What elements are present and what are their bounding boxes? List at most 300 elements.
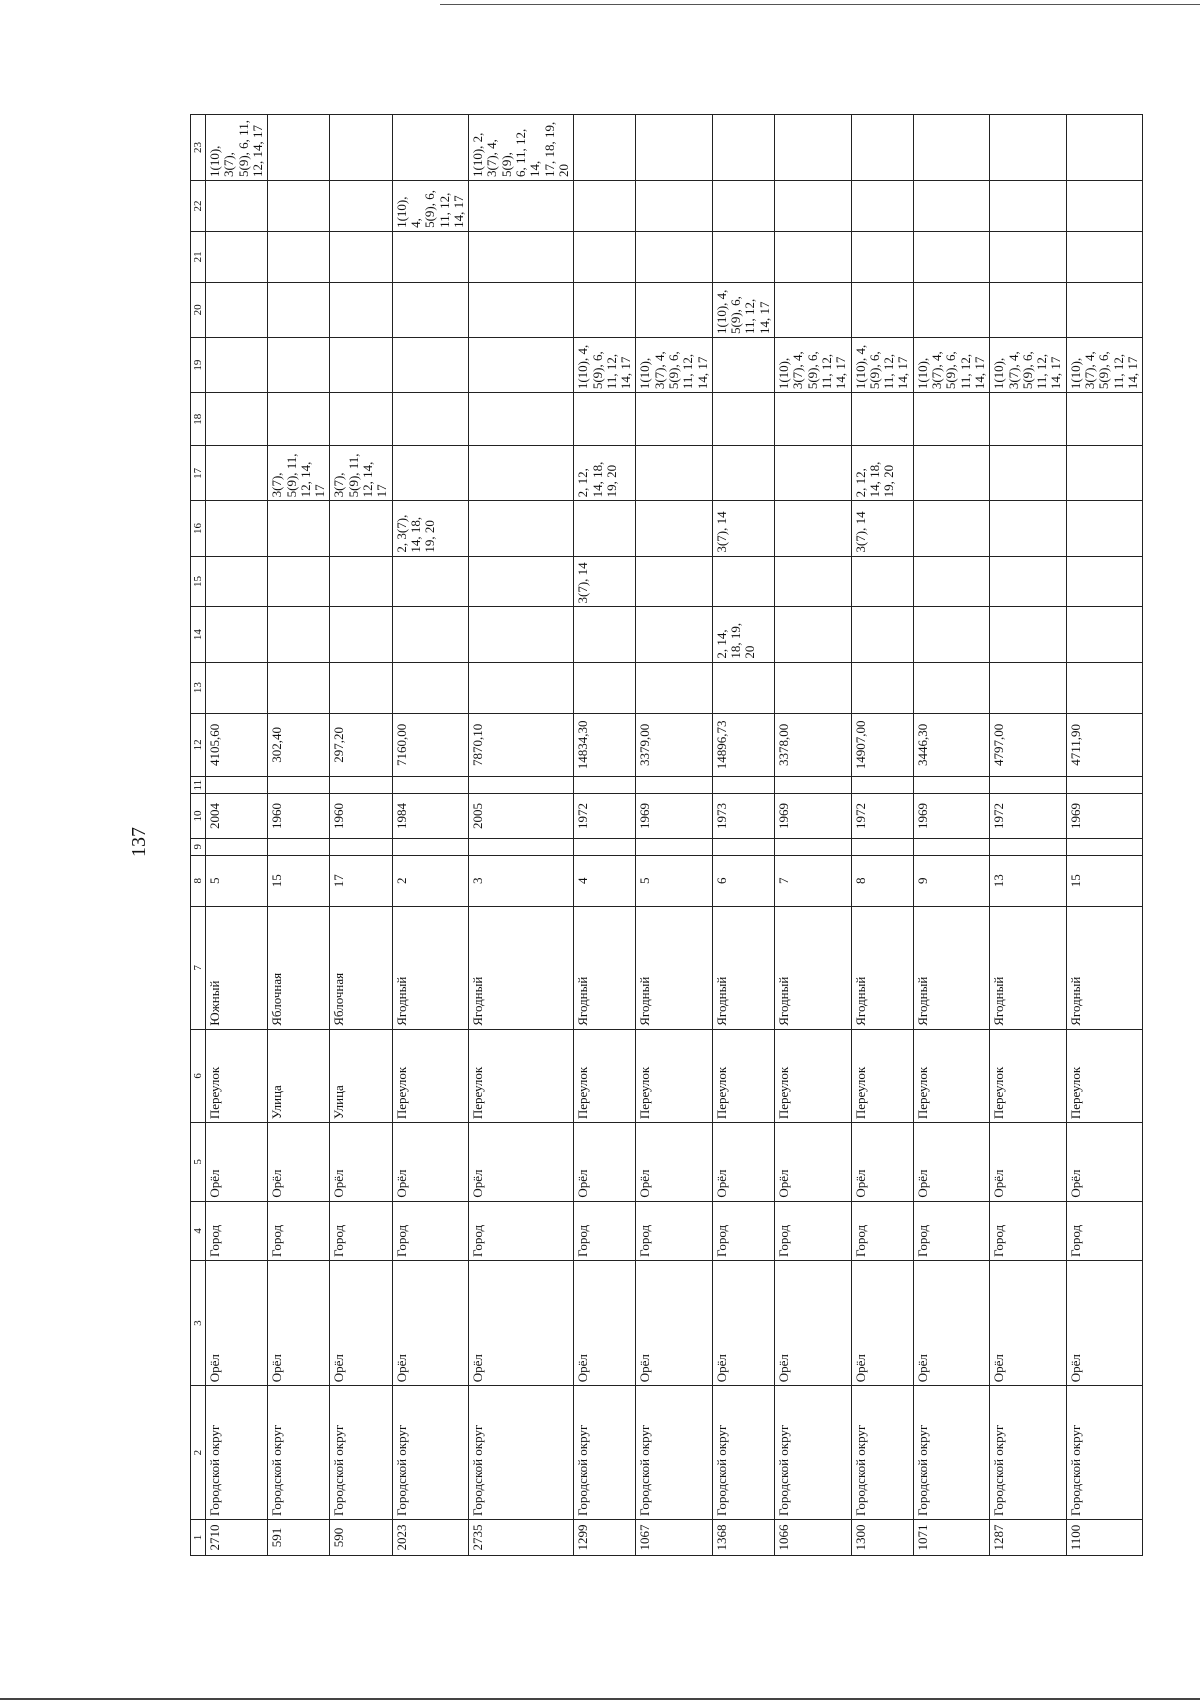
cell-settlement-type: Город [712,1201,774,1260]
cell-c14: 2, 14, 18, 19, 20 [712,607,774,662]
cell-id: 1300 [851,1519,913,1555]
table-body [206,115,1143,1556]
cell-area: 3446,30 [913,713,989,777]
table-row [712,115,774,1556]
cell-c23 [990,115,1066,181]
cell-settlement: Орёл [574,1123,636,1202]
cell-area: 3378,00 [775,713,851,777]
cell-district: Городской округ [636,1386,712,1520]
cell-c21 [913,231,989,282]
cell-c20: 1(10), 4, 5(9), 6, 11, 12, 14, 17 [712,282,774,337]
column-number-row [191,115,206,1556]
cell-c9 [712,838,774,855]
cell-c11 [775,777,851,794]
cell-street: Ягодный [1066,906,1142,1029]
cell-c21 [206,231,268,282]
cell-street: Ягодный [392,906,468,1029]
cell-house: 15 [1066,855,1142,906]
cell-c9 [913,838,989,855]
cell-settlement: Орёл [851,1123,913,1202]
cell-c9 [392,838,468,855]
column-number-15: 15 [191,556,206,607]
cell-municipality: Орёл [574,1261,636,1386]
cell-area: 3379,00 [636,713,712,777]
cell-c20 [1066,282,1142,337]
cell-area: 14834,30 [574,713,636,777]
cell-c9 [268,838,330,855]
cell-c19: 1(10), 3(7), 4, 5(9), 6, 11, 12, 14, 17 [990,338,1066,393]
cell-c18 [392,393,468,446]
cell-c21 [268,231,330,282]
cell-c15 [469,556,574,607]
table-row [990,115,1066,1556]
cell-settlement: Орёл [268,1123,330,1202]
cell-c18 [990,393,1066,446]
cell-c19 [268,338,330,393]
column-number-23: 23 [191,115,206,181]
cell-year: 1972 [574,794,636,839]
cell-c14 [913,607,989,662]
cell-c23 [636,115,712,181]
cell-c16 [268,501,330,556]
cell-district: Городской округ [1066,1386,1142,1520]
cell-id: 1287 [990,1519,1066,1555]
cell-street-type: Переулок [990,1029,1066,1122]
cell-year: 2005 [469,794,574,839]
cell-municipality: Орёл [990,1261,1066,1386]
table-row [206,115,268,1556]
column-number-2: 2 [191,1386,206,1520]
cell-c18 [775,393,851,446]
cell-street-type: Переулок [1066,1029,1142,1122]
column-number-5: 5 [191,1123,206,1202]
rotated-table-wrapper [190,114,1140,1556]
cell-house: 6 [712,855,774,906]
cell-settlement: Орёл [1066,1123,1142,1202]
cell-c21 [636,231,712,282]
cell-year: 1984 [392,794,468,839]
cell-c11 [990,777,1066,794]
cell-house: 3 [469,855,574,906]
cell-c21 [469,231,574,282]
cell-c13 [268,662,330,713]
cell-municipality: Орёл [330,1261,392,1386]
cell-year: 1969 [775,794,851,839]
cell-c16 [913,501,989,556]
cell-c15 [913,556,989,607]
cell-district: Городской округ [392,1386,468,1520]
cell-c16 [636,501,712,556]
column-number-19: 19 [191,338,206,393]
cell-settlement: Орёл [913,1123,989,1202]
cell-settlement-type: Город [990,1201,1066,1260]
cell-district: Городской округ [913,1386,989,1520]
cell-c19 [206,338,268,393]
cell-c20 [330,282,392,337]
cell-c14 [851,607,913,662]
column-number-9: 9 [191,838,206,855]
cell-c19 [712,338,774,393]
cell-c21 [1066,231,1142,282]
table-row [469,115,574,1556]
cell-c23 [712,115,774,181]
cell-c20 [636,282,712,337]
cell-c21 [574,231,636,282]
cell-settlement-type: Город [775,1201,851,1260]
cell-street-type: Переулок [636,1029,712,1122]
cell-street: Ягодный [775,906,851,1029]
cell-c22 [574,180,636,231]
cell-house: 2 [392,855,468,906]
table-row [330,115,392,1556]
cell-c17 [913,446,989,501]
cell-c18 [913,393,989,446]
cell-id: 1066 [775,1519,851,1555]
cell-c13 [574,662,636,713]
column-number-17: 17 [191,446,206,501]
cell-street: Южный [206,906,268,1029]
cell-c16: 2, 3(7), 14, 18, 19, 20 [392,501,468,556]
cell-c23 [1066,115,1142,181]
cell-house: 15 [268,855,330,906]
cell-c22 [636,180,712,231]
cell-settlement-type: Город [574,1201,636,1260]
cell-c21 [990,231,1066,282]
cell-c9 [775,838,851,855]
cell-c22 [775,180,851,231]
cell-c21 [392,231,468,282]
cell-c11 [392,777,468,794]
cell-settlement: Орёл [990,1123,1066,1202]
cell-c13 [1066,662,1142,713]
cell-c11 [469,777,574,794]
cell-c15 [268,556,330,607]
page-number: 137 [128,827,150,857]
cell-settlement: Орёл [392,1123,468,1202]
column-number-11: 11 [191,777,206,794]
cell-street-type: Переулок [206,1029,268,1122]
cell-house: 9 [913,855,989,906]
cell-district: Городской округ [206,1386,268,1520]
cell-area: 7160,00 [392,713,468,777]
cell-municipality: Орёл [712,1261,774,1386]
cell-c18 [712,393,774,446]
cell-year: 1972 [990,794,1066,839]
cell-year: 1960 [268,794,330,839]
table-row [1066,115,1142,1556]
cell-c14 [330,607,392,662]
cell-c23 [392,115,468,181]
cell-settlement-type: Город [913,1201,989,1260]
cell-municipality: Орёл [851,1261,913,1386]
cell-c9 [636,838,712,855]
cell-c19 [469,338,574,393]
cell-municipality: Орёл [206,1261,268,1386]
cell-street-type: Переулок [392,1029,468,1122]
cell-c17 [206,446,268,501]
cell-c9 [469,838,574,855]
cell-c20 [469,282,574,337]
cell-house: 13 [990,855,1066,906]
cell-c15 [712,556,774,607]
cell-house: 5 [636,855,712,906]
cell-district: Городской округ [574,1386,636,1520]
cell-c9 [990,838,1066,855]
column-number-21: 21 [191,231,206,282]
cell-c11 [206,777,268,794]
cell-c15 [775,556,851,607]
cell-c17 [775,446,851,501]
cell-area: 4105,60 [206,713,268,777]
cell-settlement-type: Город [392,1201,468,1260]
cell-c11 [712,777,774,794]
cell-street-type: Переулок [775,1029,851,1122]
cell-house: 8 [851,855,913,906]
housing-table [190,114,1143,1556]
cell-municipality: Орёл [913,1261,989,1386]
table-row [913,115,989,1556]
cell-street: Ягодный [990,906,1066,1029]
cell-settlement-type: Город [206,1201,268,1260]
cell-street: Ягодный [851,906,913,1029]
cell-area: 4797,00 [990,713,1066,777]
cell-c20 [392,282,468,337]
cell-c22 [712,180,774,231]
cell-c23 [851,115,913,181]
cell-c17 [712,446,774,501]
cell-year: 1973 [712,794,774,839]
column-number-14: 14 [191,607,206,662]
cell-id: 591 [268,1519,330,1555]
cell-street: Яблочная [268,906,330,1029]
cell-c9 [206,838,268,855]
cell-district: Городской округ [851,1386,913,1520]
column-number-3: 3 [191,1261,206,1386]
cell-municipality: Орёл [636,1261,712,1386]
cell-settlement: Орёл [636,1123,712,1202]
cell-street-type: Переулок [469,1029,574,1122]
cell-c20 [206,282,268,337]
cell-c15 [636,556,712,607]
cell-c20 [990,282,1066,337]
cell-c17 [392,446,468,501]
cell-c11 [636,777,712,794]
cell-id: 1299 [574,1519,636,1555]
cell-c14 [268,607,330,662]
cell-c16: 3(7), 14 [712,501,774,556]
cell-c19: 1(10), 4, 5(9), 6, 11, 12, 14, 17 [574,338,636,393]
cell-district: Городской округ [330,1386,392,1520]
cell-c17 [990,446,1066,501]
column-number-22: 22 [191,180,206,231]
column-number-1: 1 [191,1519,206,1555]
cell-district: Городской округ [712,1386,774,1520]
column-number-8: 8 [191,855,206,906]
cell-id: 2735 [469,1519,574,1555]
cell-street: Ягодный [574,906,636,1029]
cell-street: Ягодный [636,906,712,1029]
column-number-12: 12 [191,713,206,777]
cell-district: Городской округ [268,1386,330,1520]
cell-municipality: Орёл [1066,1261,1142,1386]
cell-c16 [206,501,268,556]
cell-c14 [775,607,851,662]
cell-c22 [913,180,989,231]
cell-c22 [469,180,574,231]
cell-c18 [851,393,913,446]
cell-c16 [330,501,392,556]
cell-c20 [913,282,989,337]
cell-year: 2004 [206,794,268,839]
cell-house: 5 [206,855,268,906]
cell-id: 2023 [392,1519,468,1555]
cell-c23: 1(10), 3(7), 5(9), 6, 11, 12, 14, 17 [206,115,268,181]
cell-year: 1969 [913,794,989,839]
cell-id: 1071 [913,1519,989,1555]
column-number-4: 4 [191,1201,206,1260]
cell-c9 [330,838,392,855]
cell-c13 [206,662,268,713]
cell-area: 14907,00 [851,713,913,777]
cell-settlement: Орёл [206,1123,268,1202]
cell-c22 [990,180,1066,231]
cell-c14 [990,607,1066,662]
cell-area: 4711,90 [1066,713,1142,777]
cell-municipality: Орёл [469,1261,574,1386]
cell-c19 [330,338,392,393]
cell-c15 [1066,556,1142,607]
cell-settlement: Орёл [469,1123,574,1202]
cell-house: 17 [330,855,392,906]
cell-c19: 1(10), 4, 5(9), 6, 11, 12, 14, 17 [851,338,913,393]
cell-street-type: Переулок [574,1029,636,1122]
cell-street-type: Улица [268,1029,330,1122]
cell-c14 [574,607,636,662]
cell-c22 [206,180,268,231]
table-row [574,115,636,1556]
column-number-10: 10 [191,794,206,839]
cell-c11 [1066,777,1142,794]
cell-settlement: Орёл [712,1123,774,1202]
cell-c11 [330,777,392,794]
cell-street: Ягодный [913,906,989,1029]
table-row [392,115,468,1556]
cell-c20 [775,282,851,337]
cell-c21 [775,231,851,282]
cell-c17 [1066,446,1142,501]
cell-c20 [851,282,913,337]
cell-c15: 3(7), 14 [574,556,636,607]
cell-c13 [636,662,712,713]
cell-year: 1969 [636,794,712,839]
table-row [851,115,913,1556]
cell-district: Городской округ [990,1386,1066,1520]
cell-street-type: Переулок [712,1029,774,1122]
cell-c9 [851,838,913,855]
cell-year: 1969 [1066,794,1142,839]
cell-area: 302,40 [268,713,330,777]
cell-settlement-type: Город [1066,1201,1142,1260]
cell-c23 [913,115,989,181]
cell-c23 [574,115,636,181]
table-row [775,115,851,1556]
cell-municipality: Орёл [392,1261,468,1386]
cell-year: 1972 [851,794,913,839]
cell-c13 [712,662,774,713]
cell-c21 [330,231,392,282]
column-number-18: 18 [191,393,206,446]
cell-c17: 3(7), 5(9), 11, 12, 14, 17 [268,446,330,501]
cell-c17 [636,446,712,501]
cell-id: 1368 [712,1519,774,1555]
cell-c20 [268,282,330,337]
cell-c22 [851,180,913,231]
cell-street-type: Улица [330,1029,392,1122]
cell-c23 [775,115,851,181]
cell-c13 [913,662,989,713]
cell-c19: 1(10), 3(7), 4, 5(9), 6, 11, 12, 14, 17 [775,338,851,393]
cell-area: 7870,10 [469,713,574,777]
cell-c14 [1066,607,1142,662]
cell-id: 2710 [206,1519,268,1555]
cell-c23 [330,115,392,181]
cell-c13 [990,662,1066,713]
cell-c17: 2, 12, 14, 18, 19, 20 [574,446,636,501]
cell-c21 [712,231,774,282]
cell-c17: 2, 12, 14, 18, 19, 20 [851,446,913,501]
cell-settlement-type: Город [268,1201,330,1260]
cell-c9 [574,838,636,855]
top-scan-rule [440,4,1200,5]
column-number-20: 20 [191,282,206,337]
cell-c13 [775,662,851,713]
column-number-13: 13 [191,662,206,713]
cell-c16: 3(7), 14 [851,501,913,556]
cell-area: 14896,73 [712,713,774,777]
cell-c22: 1(10), 4, 5(9), 6, 11, 12, 14, 17 [392,180,468,231]
cell-c18 [1066,393,1142,446]
cell-c16 [1066,501,1142,556]
cell-c19: 1(10), 3(7), 4, 5(9), 6, 11, 12, 14, 17 [913,338,989,393]
cell-c16 [574,501,636,556]
cell-settlement-type: Город [469,1201,574,1260]
cell-c18 [206,393,268,446]
cell-c19 [392,338,468,393]
cell-street: Ягодный [712,906,774,1029]
cell-c15 [851,556,913,607]
cell-c18 [330,393,392,446]
cell-c18 [469,393,574,446]
cell-house: 7 [775,855,851,906]
cell-c18 [636,393,712,446]
cell-c13 [851,662,913,713]
cell-c9 [1066,838,1142,855]
cell-c20 [574,282,636,337]
cell-c15 [990,556,1066,607]
cell-c13 [392,662,468,713]
cell-house: 4 [574,855,636,906]
cell-year: 1960 [330,794,392,839]
cell-c14 [392,607,468,662]
column-number-16: 16 [191,501,206,556]
cell-settlement: Орёл [330,1123,392,1202]
bottom-scan-rule [0,1698,1200,1700]
cell-c22 [330,180,392,231]
cell-district: Городской округ [775,1386,851,1520]
cell-c13 [469,662,574,713]
cell-c22 [268,180,330,231]
cell-c16 [469,501,574,556]
